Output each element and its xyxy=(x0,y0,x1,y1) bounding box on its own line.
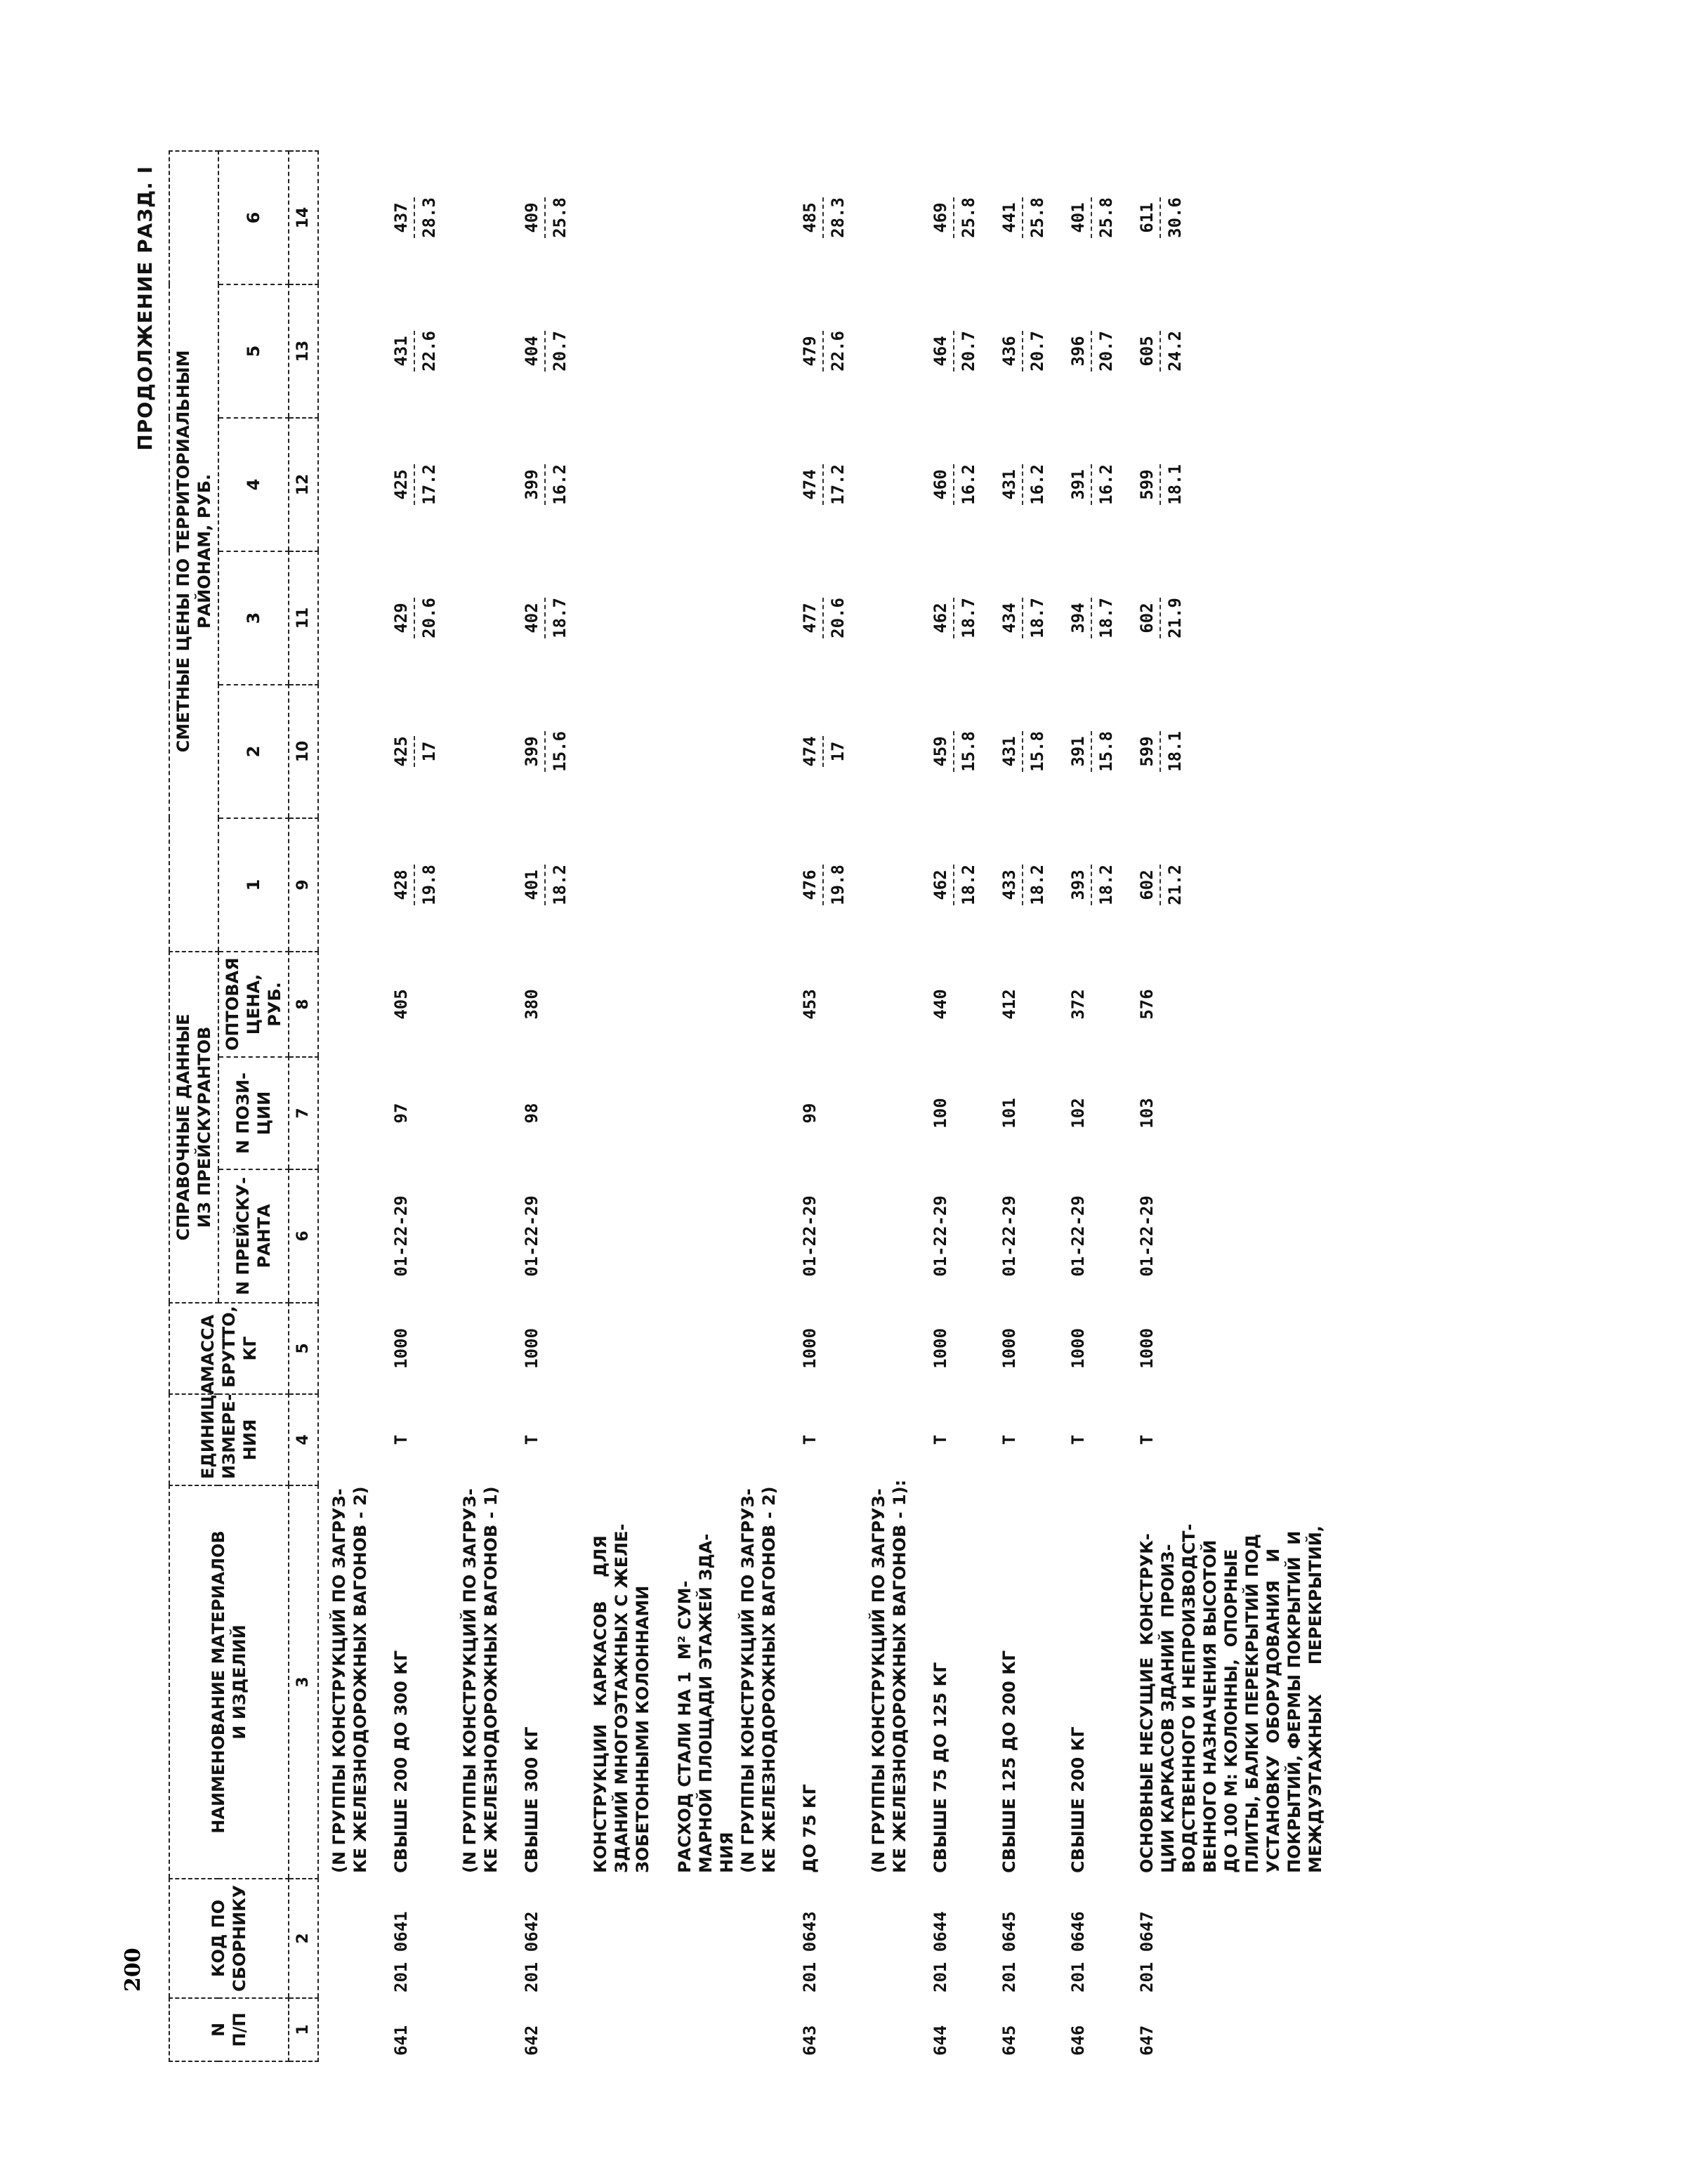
price-value: 434 xyxy=(999,598,1023,638)
price-fraction xyxy=(521,598,570,638)
row-wholesale: 380 xyxy=(521,989,541,1020)
row-position: 103 xyxy=(1136,1098,1157,1129)
row-region-price xyxy=(1058,818,1126,952)
section-continuation-title: ПРОДОЛЖЕНИЕ РАЗД. I xyxy=(133,166,157,451)
price-fraction xyxy=(521,731,570,772)
price-fraction xyxy=(799,331,848,372)
price-fraction xyxy=(1136,598,1185,638)
row-region-price xyxy=(511,418,580,551)
row-npp: 643 xyxy=(799,2025,820,2056)
price-fraction xyxy=(799,464,848,505)
transport-value: 30.6 xyxy=(1164,197,1185,238)
row-name: СВЫШЕ 75 ДО 125 КГ xyxy=(930,1662,950,1873)
price-fraction xyxy=(999,865,1048,905)
price-value: 401 xyxy=(521,865,546,905)
row-unit: Т xyxy=(799,1434,820,1445)
row-region-price xyxy=(789,818,858,952)
price-fraction xyxy=(930,331,979,372)
row-unit: Т xyxy=(1068,1434,1088,1445)
row-region-price xyxy=(511,818,580,952)
column-number: 7 xyxy=(289,1057,318,1169)
price-fraction xyxy=(999,731,1048,772)
price-value: 459 xyxy=(930,731,954,772)
transport-value: 21.9 xyxy=(1164,598,1185,638)
column-number: 5 xyxy=(289,1303,318,1394)
price-fraction xyxy=(999,598,1048,638)
header-npp: N П/П xyxy=(169,1998,289,2061)
group-note: (N ГРУППЫ КОНСТРУКЦИЙ ПО ЗАГРУЗ- КЕ ЖЕЛЕЗНОДОРОЖНЫХ ВАГОНОВ - 2) xyxy=(329,1486,370,1873)
row-position: 97 xyxy=(390,1103,411,1124)
header-estimate-group: СМЕТНЫЕ ЦЕНЫ ПО ТЕРРИТОРИАЛЬНЫМ РАЙОНАМ, РУБ. xyxy=(169,151,218,952)
transport-value: 20.6 xyxy=(419,598,439,638)
row-region-price xyxy=(920,418,989,551)
price-fraction xyxy=(1136,865,1185,905)
row-region-price xyxy=(989,418,1058,551)
row-wholesale: 412 xyxy=(999,989,1019,1020)
header-price-list: N ПРЕЙСКУ- РАНТА xyxy=(218,1169,289,1303)
row-region-price xyxy=(1058,418,1126,551)
row-region-price xyxy=(511,284,580,418)
column-number: 14 xyxy=(289,151,318,284)
transport-value: 18.7 xyxy=(549,598,570,638)
price-value: 402 xyxy=(521,598,546,638)
row-region-price xyxy=(1126,685,1336,818)
transport-value: 18.2 xyxy=(1096,865,1116,905)
row-position: 100 xyxy=(930,1098,950,1129)
table-row xyxy=(989,151,1058,2061)
transport-value: 18.7 xyxy=(1096,598,1116,638)
header-region-5: 5 xyxy=(218,284,289,418)
transport-value: 16.2 xyxy=(1096,464,1116,505)
row-position: 101 xyxy=(999,1098,1019,1129)
column-number-row xyxy=(289,151,318,2061)
price-fraction xyxy=(390,598,440,638)
transport-value: 17 xyxy=(827,741,848,762)
price-fraction xyxy=(1068,331,1117,372)
row-name: СВЫШЕ 200 КГ xyxy=(1068,1726,1088,1873)
transport-value: 18.7 xyxy=(958,598,978,638)
row-region-price xyxy=(789,151,858,284)
row-code: 201 0644 xyxy=(930,1911,950,1992)
header-wholesale: ОПТОВАЯ ЦЕНА, РУБ. xyxy=(218,952,289,1057)
transport-value: 18.2 xyxy=(958,865,978,905)
table-row xyxy=(920,151,989,2061)
price-value: 602 xyxy=(1136,865,1161,905)
price-fraction xyxy=(999,464,1048,505)
table-row xyxy=(1058,151,1126,2061)
header-region-6: 6 xyxy=(218,151,289,284)
row-region-price xyxy=(381,818,449,952)
header-region-4: 4 xyxy=(218,418,289,551)
transport-value: 22.6 xyxy=(827,331,848,372)
row-unit: Т xyxy=(999,1434,1019,1445)
row-region-price xyxy=(789,551,858,685)
table-header xyxy=(169,151,318,2061)
price-value: 602 xyxy=(1136,598,1161,638)
price-value: 474 xyxy=(799,736,824,766)
row-mass: 1000 xyxy=(999,1328,1019,1369)
transport-value: 16.2 xyxy=(1027,464,1047,505)
row-region-price xyxy=(989,551,1058,685)
price-fraction xyxy=(521,197,570,238)
price-value: 437 xyxy=(390,197,415,238)
price-fraction xyxy=(999,197,1048,238)
row-region-price xyxy=(381,685,449,818)
column-number: 2 xyxy=(289,1879,318,1998)
price-value: 441 xyxy=(999,197,1023,238)
price-fraction xyxy=(1136,464,1185,505)
row-region-price xyxy=(511,685,580,818)
row-region-price xyxy=(1126,818,1336,952)
group-note-row xyxy=(449,151,511,2061)
row-region-price xyxy=(989,685,1058,818)
price-fraction xyxy=(521,865,570,905)
row-wholesale: 440 xyxy=(930,989,950,1020)
header-region-3: 3 xyxy=(218,551,289,685)
table-body xyxy=(318,151,1336,2061)
transport-value: 20.7 xyxy=(1096,331,1116,372)
row-region-price xyxy=(789,418,858,551)
row-region-price xyxy=(381,551,449,685)
header-mass: МАССА БРУТТО, КГ xyxy=(169,1303,289,1394)
row-region-price xyxy=(989,818,1058,952)
row-region-price xyxy=(989,151,1058,284)
group-note-row xyxy=(858,151,920,2061)
row-unit: Т xyxy=(930,1434,950,1445)
transport-value: 18.1 xyxy=(1164,731,1185,772)
price-value: 429 xyxy=(390,598,415,638)
header-name: НАИМЕНОВАНИЕ МАТЕРИАЛОВ И ИЗДЕЛИЙ xyxy=(169,1485,289,1879)
price-fraction xyxy=(521,331,570,372)
price-fraction xyxy=(521,464,570,505)
price-fraction xyxy=(930,731,979,772)
transport-value: 15.8 xyxy=(1027,731,1047,772)
column-number: 13 xyxy=(289,284,318,418)
price-fraction xyxy=(390,464,440,505)
row-region-price xyxy=(381,151,449,284)
group-note: КОНСТРУКЦИИ КАРКАСОВ ДЛЯ ЗДАНИЙ МНОГОЭТАЖНЫХ С ЖЕЛЕ- ЗОБЕТОННЫМИ КОЛОННАМИ РАСХОД СТАЛИ НА 1 М² СУМ- МАРНОЙ ПЛОЩАДИ ЭТАЖЕЙ ЗДА- НИЯ (N ГРУППЫ КОНСТРУКЦИЙ ПО ЗАГРУЗ- КЕ ЖЕЛЕЗНОДОРОЖНЫХ ВАГОНОВ - 2) xyxy=(590,1486,779,1873)
price-value: 401 xyxy=(1068,197,1092,238)
group-note: (N ГРУППЫ КОНСТРУКЦИЙ ПО ЗАГРУЗ- КЕ ЖЕЛЕЗНОДОРОЖНЫХ ВАГОНОВ - 1) xyxy=(459,1486,501,1873)
price-fraction xyxy=(1068,731,1117,772)
price-value: 476 xyxy=(799,865,824,905)
group-note-row xyxy=(580,151,789,2061)
row-name: ОСНОВНЫЕ НЕСУЩИЕ КОНСТРУК- ЦИИ КАРКАСОВ ЗДАНИЙ ПРОИЗ- ВОДСТВЕННОГО И НЕПРОИЗВОДСТ- ВЕННОГО НАЗНАЧЕНИЯ ВЫСОТОЙ ДО 100 М: КОЛОННЫ, ОПОРНЫЕ ПЛИТЫ, БАЛКИ ПЕРЕКРЫТИЙ ПОД УСТАНОВКУ ОБОРУДОВАНИЯ И ПОКРЫТИЙ, ФЕРМЫ ПОКРЫТИЙ И МЕЖДУЭТАЖНЫХ ПЕРЕКРЫТИЙ, xyxy=(1136,1523,1325,1873)
price-value: 479 xyxy=(799,331,824,372)
price-value: 485 xyxy=(799,197,824,238)
price-value: 391 xyxy=(1068,464,1092,505)
row-npp: 646 xyxy=(1068,2025,1088,2056)
row-region-price xyxy=(381,284,449,418)
column-number: 6 xyxy=(289,1169,318,1303)
transport-value: 22.6 xyxy=(419,331,439,372)
row-region-price xyxy=(920,551,989,685)
price-fraction xyxy=(1136,731,1185,772)
header-unit: ЕДИНИЦА ИЗМЕРЕ- НИЯ xyxy=(169,1394,289,1485)
row-region-price xyxy=(1058,551,1126,685)
column-number: 3 xyxy=(289,1485,318,1879)
row-position: 98 xyxy=(521,1103,541,1124)
price-value: 393 xyxy=(1068,865,1092,905)
group-note-row xyxy=(318,151,381,2061)
price-table-sheet xyxy=(126,152,1433,2062)
price-value: 462 xyxy=(930,865,954,905)
price-table xyxy=(169,150,1336,2062)
row-code: 201 0646 xyxy=(1068,1911,1088,1992)
row-unit: Т xyxy=(390,1434,411,1445)
column-number: 12 xyxy=(289,418,318,551)
price-fraction xyxy=(930,865,979,905)
transport-value: 20.6 xyxy=(827,598,848,638)
row-mass: 1000 xyxy=(1068,1328,1088,1369)
price-value: 599 xyxy=(1136,464,1161,505)
transport-value: 24.2 xyxy=(1164,331,1185,372)
row-price-list: 01-22-29 xyxy=(930,1195,950,1277)
price-fraction xyxy=(390,331,440,372)
row-wholesale: 372 xyxy=(1068,989,1088,1020)
row-region-price xyxy=(1126,151,1336,284)
price-fraction xyxy=(799,736,848,766)
price-value: 474 xyxy=(799,464,824,505)
group-note: (N ГРУППЫ КОНСТРУКЦИЙ ПО ЗАГРУЗ- КЕ ЖЕЛЕЗНОДОРОЖНЫХ ВАГОНОВ - 1): xyxy=(868,1479,909,1873)
price-fraction xyxy=(390,736,440,766)
transport-value: 28.3 xyxy=(827,197,848,238)
row-unit: Т xyxy=(521,1434,541,1445)
row-wholesale: 405 xyxy=(390,989,411,1020)
column-number: 4 xyxy=(289,1394,318,1485)
price-value: 425 xyxy=(390,464,415,505)
transport-value: 16.2 xyxy=(958,464,978,505)
column-number: 11 xyxy=(289,551,318,685)
price-value: 425 xyxy=(390,736,415,766)
transport-value: 20.7 xyxy=(958,331,978,372)
row-region-price xyxy=(1126,418,1336,551)
row-mass: 1000 xyxy=(799,1328,820,1369)
row-price-list: 01-22-29 xyxy=(521,1195,541,1277)
price-value: 469 xyxy=(930,197,954,238)
price-fraction xyxy=(930,598,979,638)
row-region-price xyxy=(1058,685,1126,818)
transport-value: 19.8 xyxy=(419,865,439,905)
transport-value: 18.2 xyxy=(1027,865,1047,905)
transport-value: 21.2 xyxy=(1164,865,1185,905)
price-value: 464 xyxy=(930,331,954,372)
row-npp: 647 xyxy=(1136,2025,1157,2056)
price-fraction xyxy=(390,865,440,905)
transport-value: 17.2 xyxy=(827,464,848,505)
transport-value: 15.8 xyxy=(958,731,978,772)
transport-value: 18.1 xyxy=(1164,464,1185,505)
transport-value: 18.7 xyxy=(1027,598,1047,638)
price-value: 409 xyxy=(521,197,546,238)
price-fraction xyxy=(799,197,848,238)
header-region-2: 2 xyxy=(218,685,289,818)
price-value: 404 xyxy=(521,331,546,372)
price-value: 436 xyxy=(999,331,1023,372)
row-region-price xyxy=(920,151,989,284)
price-fraction xyxy=(930,464,979,505)
price-value: 394 xyxy=(1068,598,1092,638)
table-row xyxy=(381,151,449,2061)
header-position: N ПОЗИ- ЦИИ xyxy=(218,1057,289,1169)
price-value: 605 xyxy=(1136,331,1161,372)
row-region-price xyxy=(920,284,989,418)
row-price-list: 01-22-29 xyxy=(999,1195,1019,1277)
price-value: 399 xyxy=(521,464,546,505)
row-region-price xyxy=(989,284,1058,418)
row-region-price xyxy=(1058,284,1126,418)
row-region-price xyxy=(511,551,580,685)
row-wholesale: 576 xyxy=(1136,989,1157,1020)
row-npp: 642 xyxy=(521,2025,541,2056)
transport-value: 25.8 xyxy=(549,197,570,238)
price-fraction xyxy=(1068,464,1117,505)
column-number: 8 xyxy=(289,952,318,1057)
price-value: 428 xyxy=(390,865,415,905)
column-number: 10 xyxy=(289,685,318,818)
row-code: 201 0647 xyxy=(1136,1911,1157,1992)
row-name: СВЫШЕ 125 ДО 200 КГ xyxy=(999,1650,1019,1873)
table-row xyxy=(789,151,858,2061)
transport-value: 15.6 xyxy=(549,731,570,772)
row-code: 201 0641 xyxy=(390,1911,411,1992)
price-fraction xyxy=(799,598,848,638)
row-region-price xyxy=(920,818,989,952)
row-code: 201 0645 xyxy=(999,1911,1019,1992)
row-region-price xyxy=(789,685,858,818)
row-price-list: 01-22-29 xyxy=(1136,1195,1157,1277)
column-number: 1 xyxy=(289,1998,318,2061)
row-npp: 641 xyxy=(390,2025,411,2056)
transport-value: 19.8 xyxy=(827,865,848,905)
transport-value: 18.2 xyxy=(549,865,570,905)
header-code: КОД ПО СБОРНИКУ xyxy=(169,1879,289,1998)
row-mass: 1000 xyxy=(1136,1328,1157,1369)
row-mass: 1000 xyxy=(930,1328,950,1369)
table-row xyxy=(1126,151,1336,2061)
row-region-price xyxy=(789,284,858,418)
row-price-list: 01-22-29 xyxy=(799,1195,820,1277)
row-price-list: 01-22-29 xyxy=(390,1195,411,1277)
transport-value: 17 xyxy=(419,741,439,762)
transport-value: 25.8 xyxy=(958,197,978,238)
row-region-price xyxy=(920,685,989,818)
row-npp: 644 xyxy=(930,2025,950,2056)
row-code: 201 0642 xyxy=(521,1911,541,1992)
row-region-price xyxy=(511,151,580,284)
price-value: 460 xyxy=(930,464,954,505)
price-fraction xyxy=(1068,865,1117,905)
price-fraction xyxy=(390,197,440,238)
transport-value: 15.8 xyxy=(1096,731,1116,772)
row-region-price xyxy=(1126,551,1336,685)
row-unit: Т xyxy=(1136,1434,1157,1445)
transport-value: 16.2 xyxy=(549,464,570,505)
price-fraction xyxy=(1068,197,1117,238)
row-wholesale: 453 xyxy=(799,989,820,1020)
row-position: 99 xyxy=(799,1103,820,1124)
price-value: 599 xyxy=(1136,731,1161,772)
price-value: 431 xyxy=(999,464,1023,505)
price-fraction xyxy=(1136,331,1185,372)
row-region-price xyxy=(1126,284,1336,418)
price-value: 611 xyxy=(1136,197,1161,238)
column-number: 9 xyxy=(289,818,318,952)
price-value: 431 xyxy=(390,331,415,372)
transport-value: 25.8 xyxy=(1027,197,1047,238)
price-fraction xyxy=(1068,598,1117,638)
transport-value: 20.7 xyxy=(1027,331,1047,372)
price-fraction xyxy=(930,197,979,238)
row-region-price xyxy=(381,418,449,551)
row-mass: 1000 xyxy=(521,1328,541,1369)
row-npp: 645 xyxy=(999,2025,1019,2056)
transport-value: 20.7 xyxy=(549,331,570,372)
transport-value: 25.8 xyxy=(1096,197,1116,238)
row-name: СВЫШЕ 300 КГ xyxy=(521,1726,541,1873)
price-fraction xyxy=(999,331,1048,372)
price-value: 431 xyxy=(999,731,1023,772)
header-reference-group: СПРАВОЧНЫЕ ДАННЫЕ ИЗ ПРЕЙСКУРАНТОВ xyxy=(169,952,218,1303)
row-code: 201 0643 xyxy=(799,1911,820,1992)
price-value: 462 xyxy=(930,598,954,638)
price-fraction xyxy=(799,865,848,905)
price-value: 391 xyxy=(1068,731,1092,772)
row-mass: 1000 xyxy=(390,1328,411,1369)
row-price-list: 01-22-29 xyxy=(1068,1195,1088,1277)
row-position: 102 xyxy=(1068,1098,1088,1129)
header-region-1: 1 xyxy=(218,818,289,952)
price-value: 433 xyxy=(999,865,1023,905)
transport-value: 28.3 xyxy=(419,197,439,238)
transport-value: 17.2 xyxy=(419,464,439,505)
price-value: 396 xyxy=(1068,331,1092,372)
table-row xyxy=(511,151,580,2061)
row-name: СВЫШЕ 200 ДО 300 КГ xyxy=(390,1650,411,1873)
page-number: 200 xyxy=(121,1948,145,1992)
price-fraction xyxy=(1136,197,1185,238)
row-name: ДО 75 КГ xyxy=(799,1784,820,1873)
price-value: 399 xyxy=(521,731,546,772)
price-value: 477 xyxy=(799,598,824,638)
row-region-price xyxy=(1058,151,1126,284)
